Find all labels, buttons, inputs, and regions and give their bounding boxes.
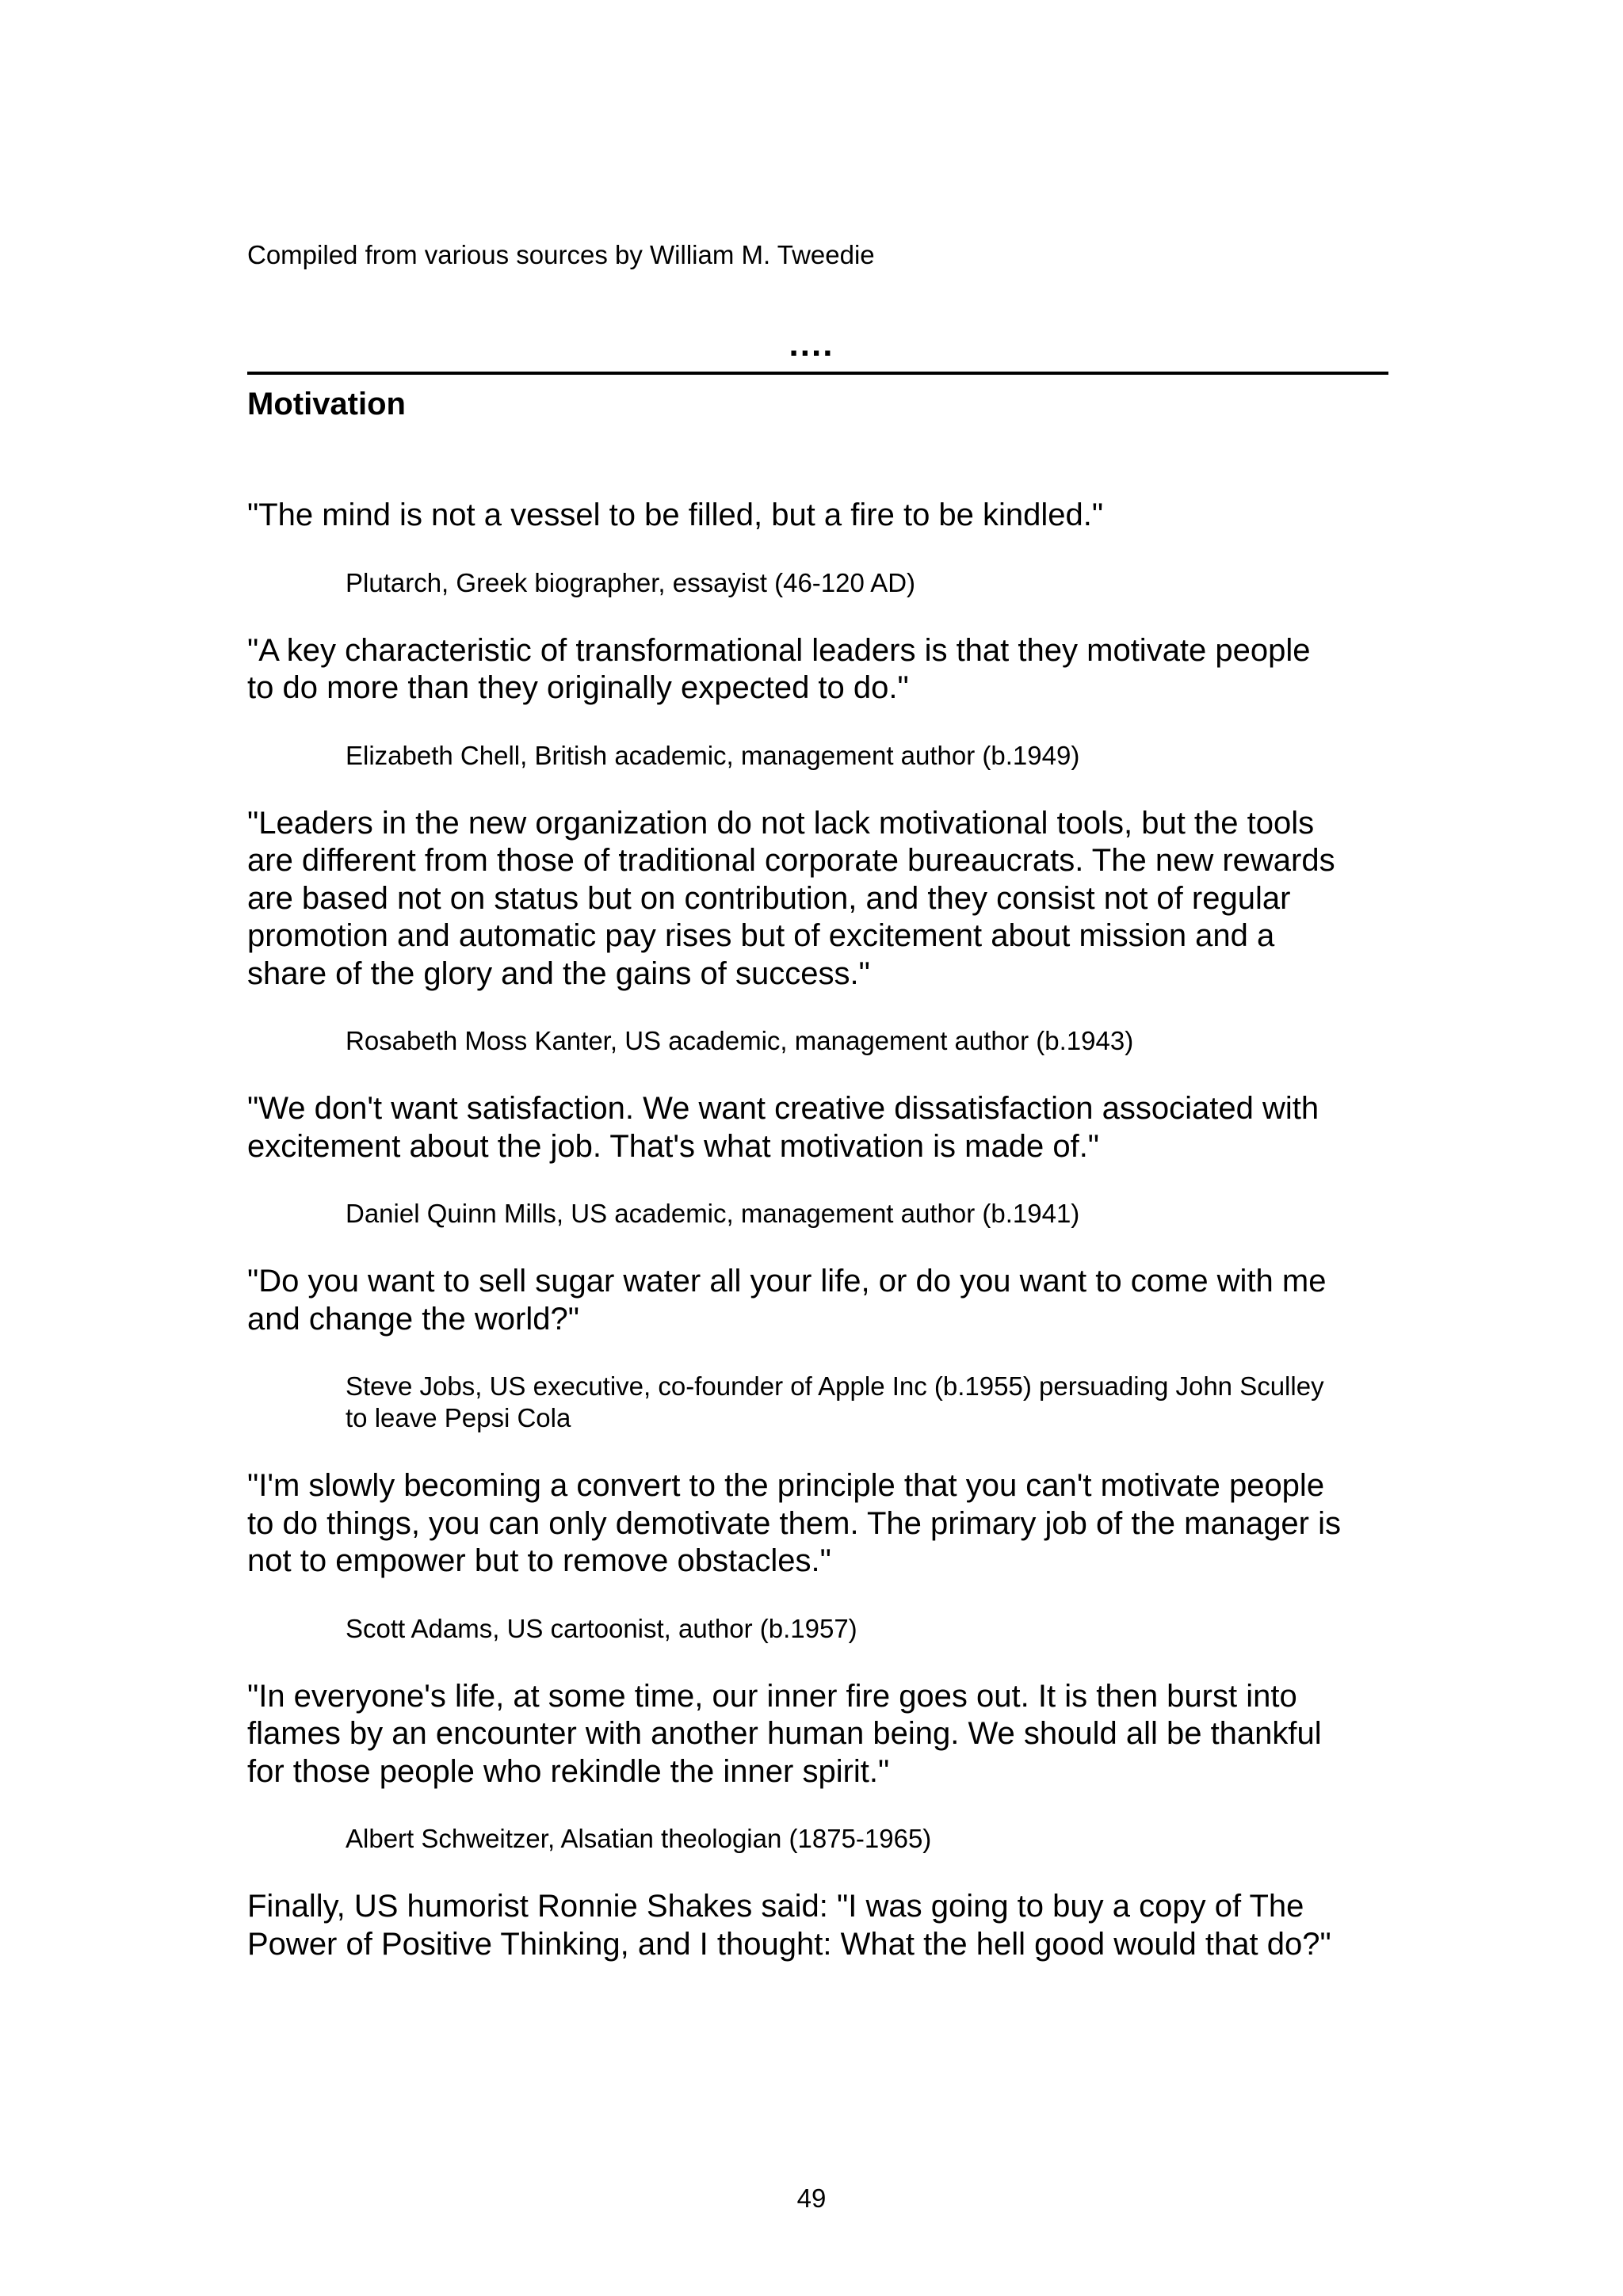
compiled-by-note: Compiled from various sources by William M. Tweedie [247, 240, 875, 269]
quote-attribution: Elizabeth Chell, British academic, management author (b.1949) [346, 740, 1080, 770]
quote-attribution: Daniel Quinn Mills, US academic, management author (b.1941) [346, 1199, 1080, 1228]
quote-attribution: Plutarch, Greek biographer, essayist (46-120 AD) [346, 567, 916, 597]
quote-text: "Do you want to sell sugar water all your life, or do you want to come with me and change the world?" [247, 1264, 1327, 1337]
section-divider-line [247, 372, 1388, 375]
quote-attribution: Scott Adams, US cartoonist, author (b.1957) [346, 1613, 857, 1643]
quotes-list [247, 497, 1396, 1963]
quote-attribution: Albert Schweitzer, Alsatian theologian (1875-1965) [346, 1824, 932, 1853]
section-separator-dots: .... [789, 325, 834, 364]
quote-text: "I'm slowly becoming a convert to the principle that you can't motivate people to do things, you can only demotivate them. The primary job of the manager is not to empower but to remove obstacles." [247, 1468, 1341, 1578]
closing-paragraph: Finally, US humorist Ronnie Shakes said: "I was going to buy a copy of The Power of Positive Thinking, and I thought: What the hell good would that do?" [247, 1889, 1331, 1962]
section-heading: Motivation [247, 387, 406, 421]
quote-attribution: Rosabeth Moss Kanter, US academic, management author (b.1943) [346, 1026, 1134, 1055]
quote-text: "In everyone's life, at some time, our inner fire goes out. It is then burst into flames by an encounter with another human being. We should all be thankful for those people who rekindle the inner spirit." [247, 1678, 1322, 1789]
quote-text: "The mind is not a vessel to be filled, but a fire to be kindled." [247, 498, 1104, 532]
quote-attribution: Steve Jobs, US executive, co-founder of Apple Inc (b.1955) persuading John Sculley to leave Pepsi Cola [346, 1371, 1324, 1432]
quote-text: "We don't want satisfaction. We want creative dissatisfaction associated with excitement about the job. That's what motivation is made of." [247, 1091, 1319, 1164]
quote-text: "A key characteristic of transformational leaders is that they motivate people to do more than they originally expected to do." [247, 632, 1311, 705]
page-number: 49 [796, 2183, 827, 2213]
quote-text: "Leaders in the new organization do not lack motivational tools, but the tools are different from those of traditional corporate bureaucrats. The new rewards are based not on status but on contribution, and they consist not of regular promotion and automatic pay rises but of excitement about mission and a share of the glory and the gains of success." [247, 805, 1335, 991]
